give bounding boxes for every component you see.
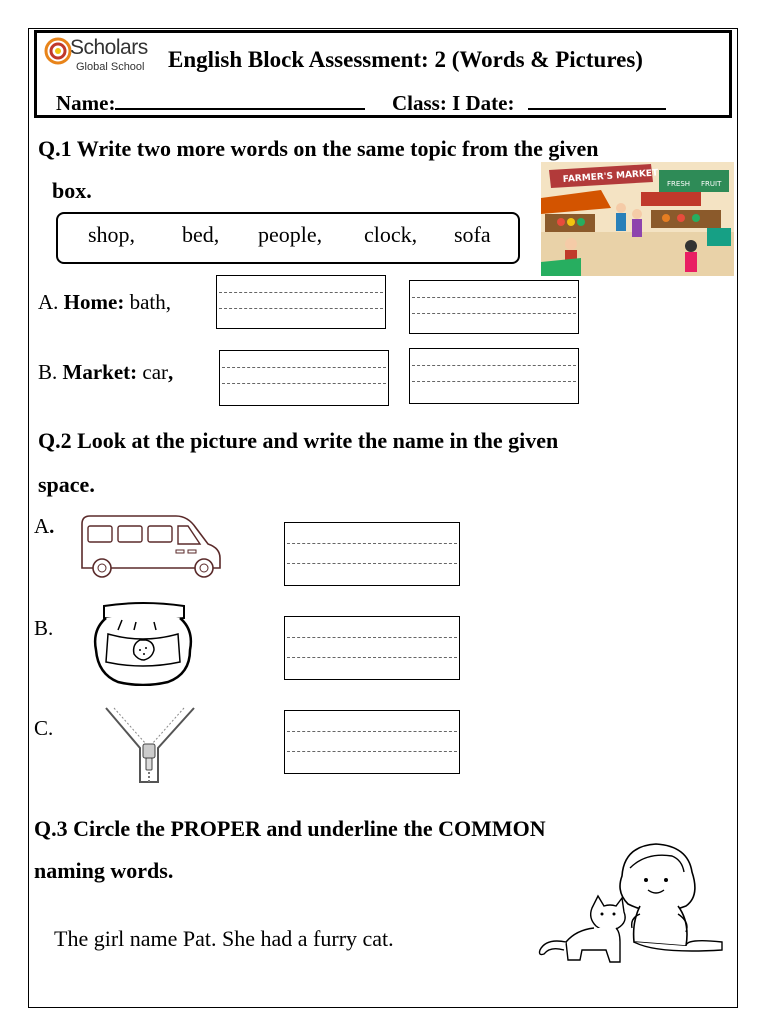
answer-box-b1[interactable] [219,350,389,406]
q1-heading-line1: Q.1 Write two more words on the same topic from the given [38,136,599,161]
date-blank[interactable] [528,90,666,110]
answer-box-q2-c[interactable] [284,710,460,774]
jam-jar-icon [88,600,198,686]
answer-box-b2[interactable] [409,348,579,404]
q2-option-a-label: A. [34,514,55,538]
stall-sign-fruit: FRUIT [701,180,722,188]
q2-heading-line1: Q.2 Look at the picture and write the name in the given [38,428,559,453]
item-b-given-word: car [142,360,169,384]
class-label: Class: I [391,91,461,115]
answer-box-a2[interactable] [409,280,579,334]
school-logo [44,34,160,78]
item-a-topic: Home: [63,290,125,314]
q2-heading-line2: space. [38,472,95,497]
item-a-given-word: bath, [129,290,171,314]
word-item: shop, [88,222,136,247]
stall-sign-fresh: FRESH [667,180,691,188]
q3-sentence[interactable]: The girl name Pat. She had a furry cat. [54,926,394,951]
q2-option-b-label: B. [34,616,54,640]
name-blank[interactable] [115,90,365,110]
q1-heading-line2: box. [52,178,92,203]
market-scene-image [541,162,734,276]
page-title: English Block Assessment: 2 (Words & Pictures) [168,47,643,72]
item-b-prefix: B. [38,360,58,384]
item-a-prefix: A. [38,290,59,314]
word-item: bed, [182,222,220,247]
market-sign-text: FARMER'S MARKET [562,168,659,185]
date-label: Date: [465,91,515,115]
item-b-topic: Market: [62,360,138,384]
name-class-date-row [56,90,666,116]
answer-box-q2-b[interactable] [284,616,460,680]
q1-item-a [38,290,171,315]
word-item: people, [258,222,323,247]
answer-box-q2-a[interactable] [284,522,460,586]
word-box [56,212,520,264]
q3-heading-line2: naming words. [34,858,174,883]
girl-with-cat-icon [536,842,728,968]
q2-option-c-label: C. [34,716,54,740]
logo-brand: Scholars [70,36,148,59]
zipper-icon [100,704,200,784]
word-item: sofa [454,222,491,247]
answer-box-a1[interactable] [216,275,386,329]
q3-heading-line1: Q.3 Circle the PROPER and underline the COMMON [34,816,546,841]
logo-subtitle: Global School [76,61,145,73]
name-label: Name: [56,91,116,115]
item-b-comma: , [168,360,174,384]
q1-item-b [38,360,173,385]
word-item: clock, [364,222,418,247]
van-icon [76,512,226,582]
